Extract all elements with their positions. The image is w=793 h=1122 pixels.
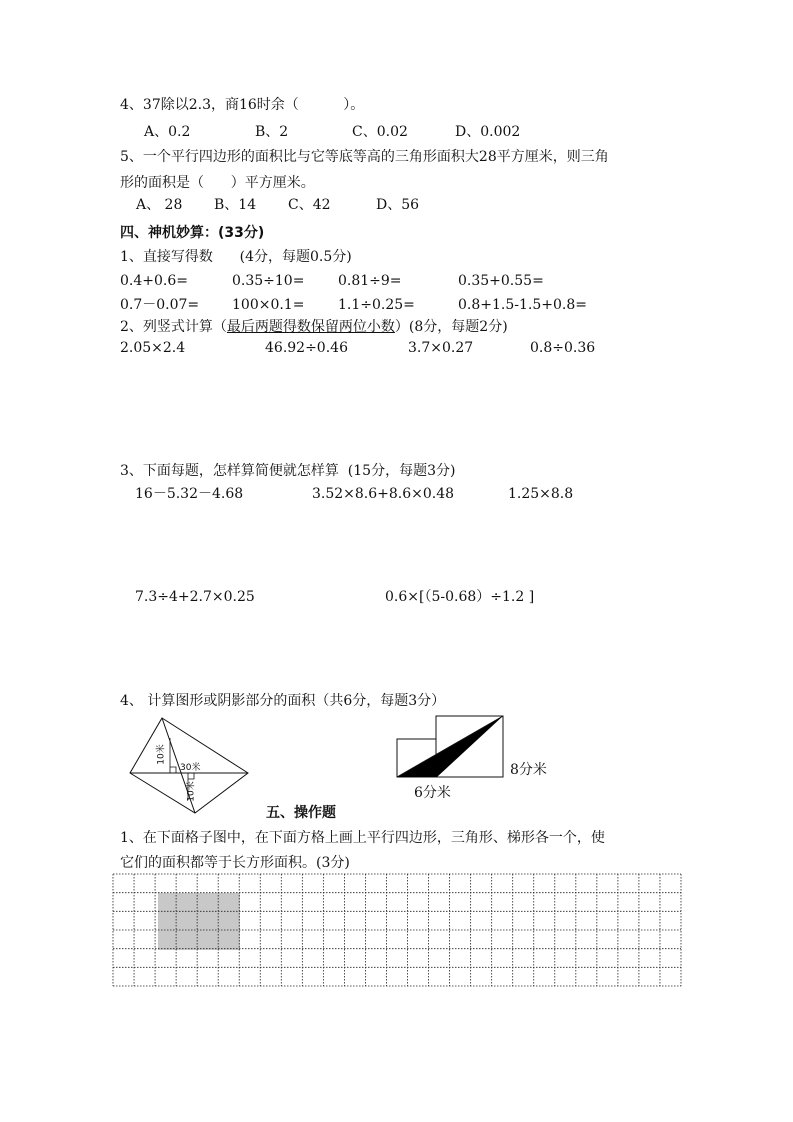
fig1-label-lower: 10米 xyxy=(186,781,197,802)
p2-title-underlined: 最后两题得数保留两位小数 xyxy=(226,319,395,335)
p3-r2-c2: 0.6×[（5-0.68）÷1.2 ] xyxy=(385,589,535,605)
p2-item-2: 46.92÷0.46 xyxy=(265,340,348,356)
p1-r2-c4: 0.8+1.5-1.5+0.8= xyxy=(458,297,587,313)
q4-option-a: A、0.2 xyxy=(144,124,191,140)
q4-stem: 4、37除以2.3，商16时余（ ）。 xyxy=(120,97,365,113)
p3-r1-c2: 3.52×8.6+8.6×0.48 xyxy=(312,486,455,502)
q4-option-d: D、0.002 xyxy=(455,124,521,140)
q5-line-2: 形的面积是（ ）平方厘米。 xyxy=(120,175,315,191)
p2-item-1: 2.05×2.4 xyxy=(120,340,186,356)
p1-r2-c3: 1.1÷0.25= xyxy=(338,297,415,313)
q4-option-b: B、2 xyxy=(255,124,289,140)
p2-item-3: 3.7×0.27 xyxy=(408,340,474,356)
fig2-label-base: 6分米 xyxy=(414,785,451,801)
section5-p1-line-1: 1、在下面格子图中，在下面方格上画上平行四边形，三角形、梯形各一个，使 xyxy=(120,830,605,846)
q5-option-b: B、14 xyxy=(214,197,257,213)
section5-title: 五、操作题 xyxy=(266,805,336,821)
p3-r1-c3: 1.25×8.8 xyxy=(508,486,574,502)
p3-r1-c1: 16－5.32－4.68 xyxy=(135,486,244,502)
section5-p1-line-2: 它们的面积都等于长方形面积。(3分) xyxy=(120,855,350,871)
p1-title: 1、直接写得数 (4分，每题0.5分) xyxy=(120,249,352,265)
p1-r2-c2: 100×0.1= xyxy=(232,297,305,313)
p1-r1-c2: 0.35÷10= xyxy=(232,273,305,289)
q5-option-a: A、 28 xyxy=(136,197,183,213)
section4-title: 四、神机妙算：(33分) xyxy=(120,225,265,241)
p2-item-4: 0.8÷0.36 xyxy=(530,340,596,356)
grid-shaded-rectangle xyxy=(158,893,240,950)
p1-r1-c1: 0.4+0.6= xyxy=(120,273,188,289)
fig2-label-height: 8分米 xyxy=(510,762,547,778)
grid-lines xyxy=(113,874,681,986)
p1-r1-c3: 0.81÷9= xyxy=(338,273,402,289)
p2-title: 2、列竖式计算（最后两题得数保留两位小数）(8分，每题2分) xyxy=(120,319,508,335)
q5-option-c: C、42 xyxy=(288,197,331,213)
p4-title: 4、 计算图形或阴影部分的面积（共6分，每题3分） xyxy=(120,693,446,709)
q5-option-d: D、56 xyxy=(376,197,420,213)
fig1-label-middle: 30米 xyxy=(180,763,201,773)
p1-r2-c1: 0.7－0.07= xyxy=(120,297,200,313)
p3-title: 3、下面每题，怎样算简便就怎样算 (15分，每题3分) xyxy=(120,463,456,479)
fig1-label-upper: 10米 xyxy=(156,744,167,765)
q4-option-c: C、0.02 xyxy=(352,124,408,140)
p1-r1-c4: 0.35+0.55= xyxy=(458,273,544,289)
q5-line-1: 5、一个平行四边形的面积比与它等底等高的三角形面积大28平方厘米，则三角 xyxy=(120,149,609,165)
p3-r2-c1: 7.3÷4+2.7×0.25 xyxy=(135,589,255,605)
